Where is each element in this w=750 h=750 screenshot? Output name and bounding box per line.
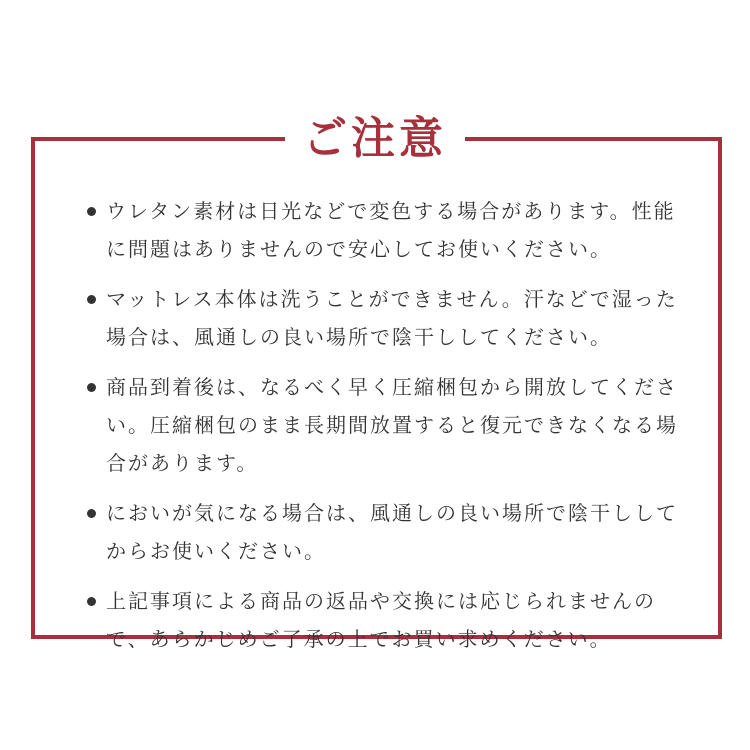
notice-item-text: 商品到着後は、なるべく早く圧縮梱包から開放してください。圧縮梱包のまま長期間放置すると復元できなくなる場合があります。	[106, 375, 678, 475]
notice-item	[85, 582, 685, 658]
notice-list	[85, 192, 685, 670]
notice-item-text: においが気になる場合は、風通しの良い場所で陰干ししてからお使いください。	[106, 501, 678, 563]
bullet-icon	[87, 207, 96, 216]
bullet-icon	[87, 295, 96, 304]
notice-item	[85, 494, 685, 570]
notice-item	[85, 192, 685, 268]
notice-title: ご注意	[285, 117, 465, 161]
notice-item-text: マットレス本体は洗うことができません。汗などで湿った場合は、風通しの良い場所で陰干ししてください。	[106, 287, 678, 349]
bullet-icon	[87, 597, 96, 606]
notice-item	[85, 280, 685, 356]
notice-item-text: 上記事項による商品の返品や交換には応じられませんので、あらかじめご了承の上でお買い求めください。	[106, 589, 656, 651]
bullet-icon	[87, 509, 96, 518]
notice-item	[85, 368, 685, 482]
notice-item-text: ウレタン素材は日光などで変色する場合があります。性能に問題はありませんので安心してお使いください。	[106, 199, 676, 261]
bullet-icon	[87, 383, 96, 392]
